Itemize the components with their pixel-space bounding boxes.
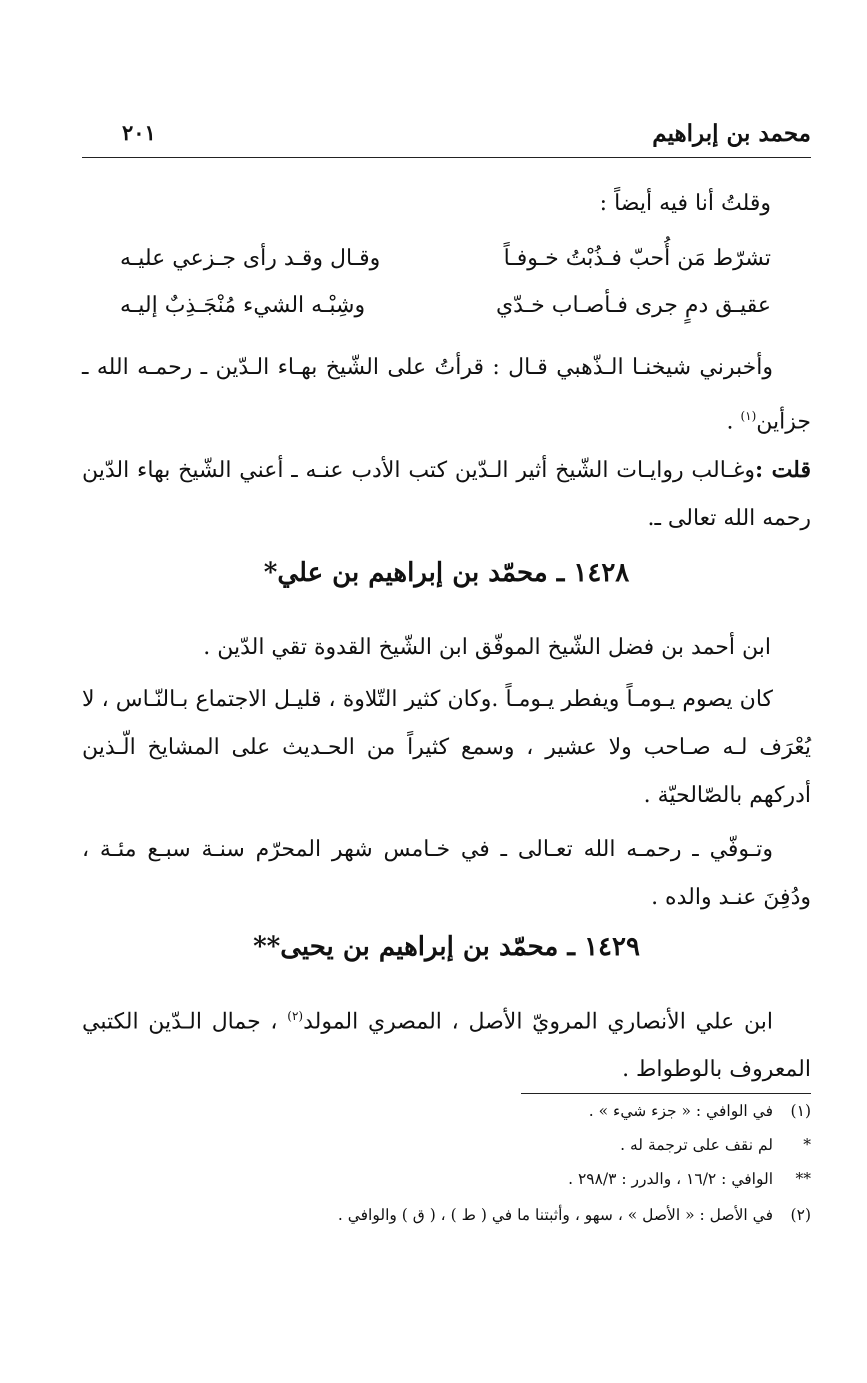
narration-text: وأخبرني شيخنـا الـذّهبي قـال : قرأتُ على الشّيخ بهـاء الـدّين ـ رحمـه الله ـ جزأين [82,355,811,435]
footnote-double-star [200,1170,811,1188]
footnote-2 [200,1206,811,1224]
verse-1-second-hemistich: وقـال وقـد رأى جـزعي عليـه [120,246,381,271]
entry-heading-1429: ١٤٢٩ ـ محمّد بن إبراهيم بن يحيى** [253,932,640,962]
verse-1-first-hemistich: تشرّط مَن أُحبّ فـذُبْتُ خـوفـاً [503,246,771,271]
note-text: وغـالب روايـات الشّيخ أثير الـدّين كتب الأدب عنـه ـ أعني الشّيخ بهاء الدّين رحمه الله تعالى ـ. [82,458,811,531]
footnote-star-mark: * [803,1136,811,1154]
entry-1429-paragraph-1 [82,992,811,1094]
verse-2-second-hemistich: وشِبْـه الشيء مُنْجَـذِبٌ إليـه [120,293,366,318]
footnote-2-text: في الأصل : « الأصل » ، سهو ، وأثبتنا ما في ( ط ) ، ( ق ) والوافي . [337,1206,773,1224]
entry-1428-paragraph-2 [82,676,811,820]
footnote-1-text: في الوافي : « جزء شيء » . [588,1102,773,1120]
page-header [82,120,811,156]
entry-1429-line-1b: ، جمال الـدّين الكتبي المعروف بالوطواط . [82,1009,811,1083]
footnote-ref-1: (١) [740,409,757,423]
verse-2-first-hemistich: عقيـق دمٍ جرى فـأصـاب خـدّي [495,293,771,318]
narration-paragraph [82,344,811,446]
footnote-star [200,1136,811,1154]
footnote-star-text: لم نقف على ترجمة له . [620,1136,773,1154]
page-number: ٢٠١ [122,120,156,145]
entry-1428-line-3: وتـوفّي ـ رحمـه الله تعـالى ـ في خـامس شهر المحرّم سنـة سبـع مئـة ، ودُفِنَ عنـد والده . [82,837,811,910]
footnote-ref-2: (٢) [287,1009,304,1023]
footnote-1 [200,1102,811,1120]
intro-line: وقلتُ أنا فيه أيضاً : [599,191,771,216]
running-title: محمد بن إبراهيم [652,120,811,147]
entry-1428-paragraph-3 [82,826,811,922]
entry-1428-line-2: كان يصوم يـومـاً ويفطر يـومـاً .وكان كثير التّلاوة ، قليـل الاجتماع بـالنّـاس ، لا يُعْرَف لـه صـاحب ولا عشير ، وسمع كثيراً من الحـديث على المشايخ الّـذين أدركهم بالصّالحيّة . [82,687,811,808]
narration-end: . [726,409,741,435]
entry-heading-1428: ١٤٢٨ ـ محمّد بن إبراهيم بن علي* [263,558,630,588]
footnote-double-star-text: الوافي : ١٦/٢ ، والدرر : ٢٩٨/٣ . [568,1170,773,1188]
entry-1428-line-1: ابن أحمد بن فضل الشّيخ الموفّق ابن الشّيخ القدوة تقي الدّين . [203,635,771,660]
header-rule [82,157,811,158]
entry-1429-line-1a: ابن علي الأنصاري المرويّ الأصل ، المصري المولد [303,1009,773,1035]
footnote-rule [521,1093,811,1094]
note-label: قلت : [754,457,811,483]
note-paragraph [82,446,811,543]
footnote-double-star-mark: ** [795,1170,811,1188]
footnote-1-mark: (١) [790,1102,811,1120]
footnote-2-mark: (٢) [790,1206,811,1224]
